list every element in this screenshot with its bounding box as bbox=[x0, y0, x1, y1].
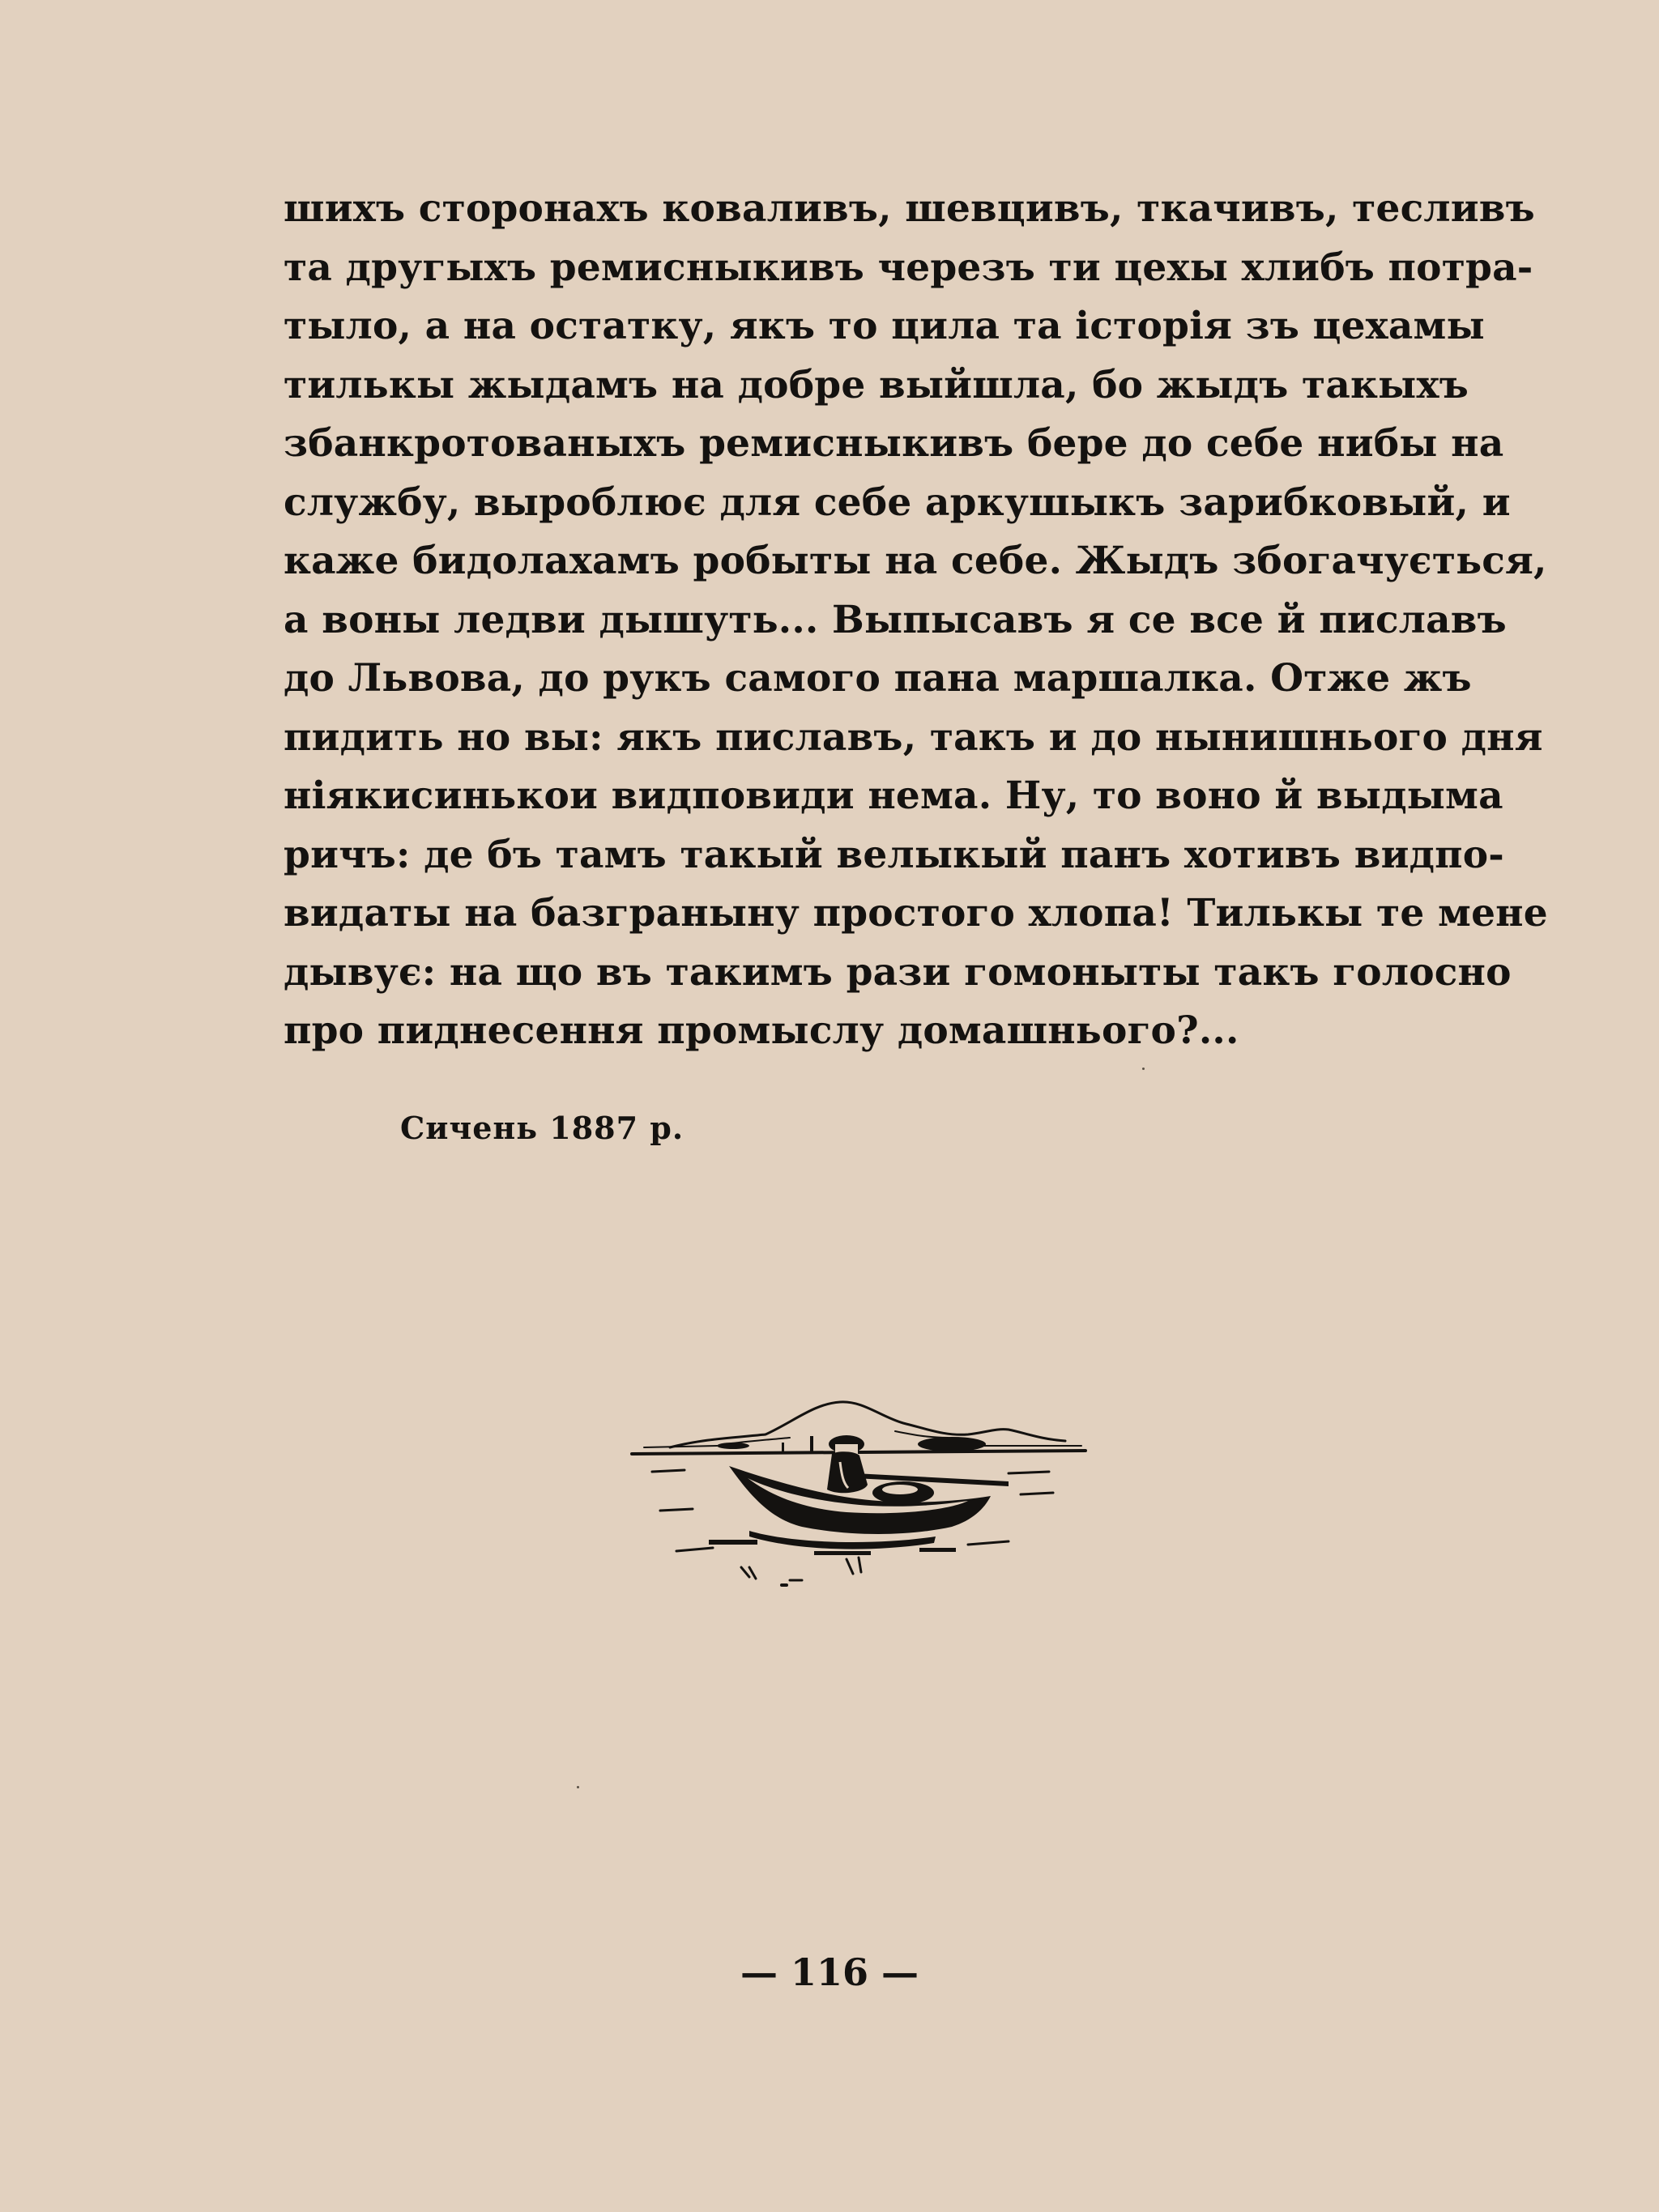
text-line: до Львова, до рукъ самого пана маршалка. Отже жъ bbox=[284, 656, 1472, 701]
text-line: про пиднесення промыслу домашнього?... bbox=[284, 1008, 1239, 1053]
text-line: тыло, а на остатку, якъ то цила та історія зъ цехамы bbox=[284, 304, 1485, 348]
text-line: ніякисинькои видповиди нема. Ну, то воно й выдыма bbox=[284, 774, 1503, 818]
text-line: видаты на базграныну простого хлопа! Тилькы те мене bbox=[284, 891, 1548, 936]
page-number: — 116 — bbox=[740, 1950, 919, 1994]
text-line: тилькы жыдамъ на добре выйшла, бо жыдъ такыхъ bbox=[284, 362, 1469, 407]
rowboat-lake-vignette-icon bbox=[628, 1397, 1090, 1596]
text-line: дывує: на що въ такимъ рази гомоныты такъ голосно bbox=[284, 949, 1512, 995]
text-line: та другыхъ ремисныкивъ черезъ ти цехы хлибъ потра- bbox=[284, 245, 1533, 290]
text-line: шихъ сторонахъ коваливъ, шевцивъ, ткачивъ, тесливъ bbox=[284, 186, 1535, 231]
paper-speck bbox=[577, 1786, 579, 1788]
text-line: ричъ: де бъ тамъ такый велыкый панъ хотивъ видпо- bbox=[284, 832, 1505, 877]
text-line: каже бидолахамъ робыты на себе. Жыдъ збогачується, bbox=[284, 539, 1547, 583]
text-line: службу, выроблює для себе аркушыкъ зарибковый, и bbox=[284, 479, 1511, 525]
text-line: пидить но вы: якъ пиславъ, такъ и до нынишнього дня bbox=[284, 714, 1543, 760]
body-text bbox=[284, 180, 1548, 1061]
date-line: Сичень 1887 р. bbox=[400, 1110, 684, 1146]
text-line: збанкротованыхъ ремисныкивъ бере до себе нибы на bbox=[284, 421, 1504, 466]
paper-speck bbox=[1142, 1068, 1145, 1070]
text-line: а воны ледви дышуть... Выпысавъ я се все й пиславъ bbox=[284, 597, 1507, 642]
